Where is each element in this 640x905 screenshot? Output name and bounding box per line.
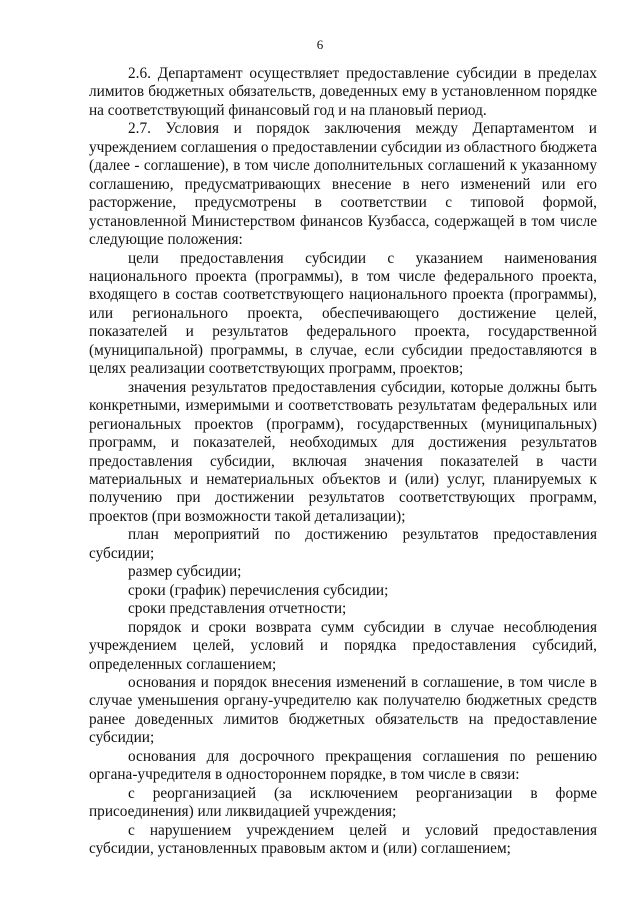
list-item-amount: размер субсидии; [128,563,242,581]
list-item-amendments: основания и порядок внесения изменений в соглашение, в том числе в случае уменьшения органу-учредителю как получателю бюджетных средств ранее доведенных лимитов бюджетных обязательств на предоставление субсидии; [89,673,597,747]
list-item-refund: порядок и сроки возврата сумм субсидии в случае несоблюдения учреждением целей, условий и порядка предоставления субсидий, определенных соглашением; [89,618,597,673]
list-item-goals: цели предоставления субсидии с указанием наименования национального проекта (программы), в том числе федерального проекта, входящего в состав соответствующего национального проекта (программы), или регионального проекта, обеспечивающего достижение целей, показателей и результатов федерального проекта, государственной (муниципальной) программы, в случае, если субсидии предоставляются в целях реализации соответствующих программ, проектов; [89,249,597,378]
document-body [89,65,597,858]
list-item-results: значения результатов предоставления субсидии, которые должны быть конкретными, измеримыми и соответствовать результатам федеральных или региональных проектов (программ), государственных (муниципальных) программ, и показателей, необходимых для достижения результатов предоставления субсидии, включая значения показателей в части материальных и нематериальных объектов и (или) услуг, планируемых к получению при достижении результатов соответствующих программ, проектов (при возможности такой детализации); [89,378,597,525]
paragraph-2-6: 2.6. Департамент осуществляет предоставление субсидии в пределах лимитов бюджетных обязательств, доведенных ему в установленном порядке на соответствующий финансовый год и на плановый период. [89,65,597,119]
list-item-violation: с нарушением учреждением целей и условий предоставления субсидии, установленных правовым актом и (или) соглашением; [89,821,597,858]
page-number: 6 [316,37,324,52]
paragraph-2-7: 2.7. Условия и порядок заключения между Департаментом и учреждением соглашения о предоставлении субсидии из областного бюджета (далее - соглашение), в том числе дополнительных соглашений к указанному соглашению, предусматривающих внесение в него изменений или его расторжение, предусмотрены в соответствии с типовой формой, установленной Министерством финансов Кузбасса, содержащей в том числе следующие положения: [89,120,597,249]
list-item-reorganization: с реорганизацией (за исключением реорганизации в форме присоединения) или ликвидацией учреждения; [89,784,597,821]
list-item-reporting: сроки представления отчетности; [128,600,347,618]
list-item-schedule: сроки (график) перечисления субсидии; [128,581,389,599]
list-item-termination: основания для досрочного прекращения соглашения по решению органа-учредителя в одностороннем порядке, в том числе в связи: [89,747,597,784]
list-item-plan: план мероприятий по достижению результатов предоставления субсидии; [89,526,597,562]
